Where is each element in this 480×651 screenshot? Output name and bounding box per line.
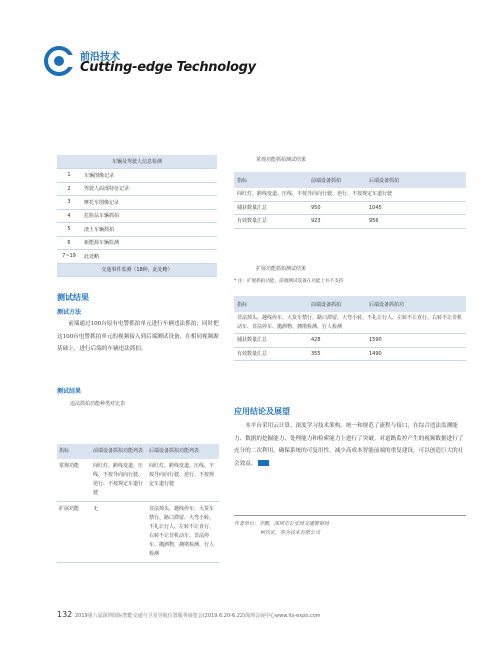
table-row: 捕获数量汇总 428 1590	[234, 334, 466, 348]
table-footer: 交通事件监测（18种，此处略）	[57, 263, 217, 276]
regular-results-table	[234, 172, 466, 229]
test-result-heading: 测试结果	[57, 388, 82, 395]
conclusion-text: 本平台采用云计算、深度学习技术架构，统一和规范了流程与接口，在综合违法监测能力、数据的挖掘能力、处理能力和检索能力上进行了突破。对道路监控产生的视频数据进行了充分的二次利用，确保系统的可复用性，减少高成本智能前端的重复建设，可以创造巨大的社会效益。	[234, 423, 464, 467]
c-logo-icon	[44, 46, 74, 76]
extended-results-note: * 注：扩展抓拍功能，前端测试设备在功能上并不支持	[234, 279, 344, 284]
footer-text: 2019第八届深圳国际智能交通与卫星导航位置服务展览会(2019.6.20-6.22)深圳会展中心www.its-expo.com	[75, 613, 321, 619]
vehicle-info-table	[57, 155, 217, 277]
table-row: 6 新能源车辆监测	[57, 236, 217, 250]
column-header: 前端设备抓拍	[308, 296, 366, 312]
conclusion-heading: 应用结论及展望	[234, 407, 290, 416]
test-results-heading: 测试结果	[57, 293, 89, 302]
table-row: 常规功能 闯红灯、跨线变道、压线、不按导向向行驶、逆行、不按规定车道行驶 闯红灯、跨线变道、压线、不按导向向行驶、逆行、不按规定车道行驶	[57, 459, 219, 502]
section-title-cn: 前沿技术	[80, 52, 120, 63]
table-row: 3 摩托车图像记录	[57, 196, 217, 210]
page-number: 132	[57, 610, 73, 619]
end-mark-icon	[258, 460, 269, 466]
column-header: 后端设备抓拍	[366, 172, 466, 188]
column-header: 前端设备抓拍功能列表	[91, 444, 147, 459]
function-comparison-table	[57, 444, 219, 563]
extended-results-table	[234, 296, 466, 361]
table-row: 4 危险品车辆抓拍	[57, 209, 217, 223]
column-header: 后端设备抓拍功	[366, 296, 466, 312]
column-header: 后端设备抓拍功能列表	[147, 444, 219, 459]
regular-results-caption: 常规功能抓拍测试结果	[256, 157, 307, 163]
table-row: 扩展功能 无 非法掉头、越线停车、大货车禁行、路口滞留、大弯小转、不礼让行人、左转不让直行、右转不让非机动车、非法停车、抛洒物、拥堵检测、行人检测	[57, 502, 219, 563]
table-row: 捕获数量汇总 950 1045	[234, 201, 466, 215]
table-row: 非法掉头、越线停车、大货车禁行、路口滞留、大弯小转、不礼让行人、左转不让直行、右转不让非机动车、非法停车、抛洒物、拥堵检测、行人检测	[234, 312, 466, 334]
table-row: 有效数量汇总 355 1490	[234, 347, 466, 361]
test-method-text: 前端通过100台原有电警抓拍单元进行车辆违法抓拍；同时把这100台电警抓拍单元的视频接入到后端测试设备，在相同视频源基础上，进行后端的车辆违法抓拍。	[57, 321, 219, 353]
divider	[234, 515, 466, 516]
column-header: 指标	[234, 296, 308, 312]
table-row: 7~19 此处略	[57, 250, 217, 264]
table-row: 闯红灯、跨线变道、压线、不按导向向行驶、逆行、不按规定车道行驶	[234, 188, 466, 201]
section-title-en: Cutting-edge Technology	[80, 60, 256, 75]
extended-results-caption: 扩展功能抓拍测试结果	[256, 266, 307, 272]
table-row: 1 车辆图像记录	[57, 169, 217, 183]
table-row: 5 渣土车辆抓拍	[57, 223, 217, 237]
table-header: 车辆及驾驶人信息检测	[57, 155, 217, 169]
test-method-heading: 测试方法	[57, 309, 82, 316]
column-header: 指标	[234, 172, 308, 188]
column-header: 指标	[57, 444, 91, 459]
column-header: 前端设备抓拍	[308, 172, 366, 188]
table-row: 2 驾驶人面部特征记录	[57, 182, 217, 196]
comparison-table-caption: 违法抓拍功能种类对比表	[70, 401, 126, 407]
author-affiliation: 作者单位：李鹏，深圳市公安局交通警察局 柯均宏，华为技术有限公司	[234, 521, 330, 536]
table-row: 有效数量汇总 923 956	[234, 215, 466, 229]
